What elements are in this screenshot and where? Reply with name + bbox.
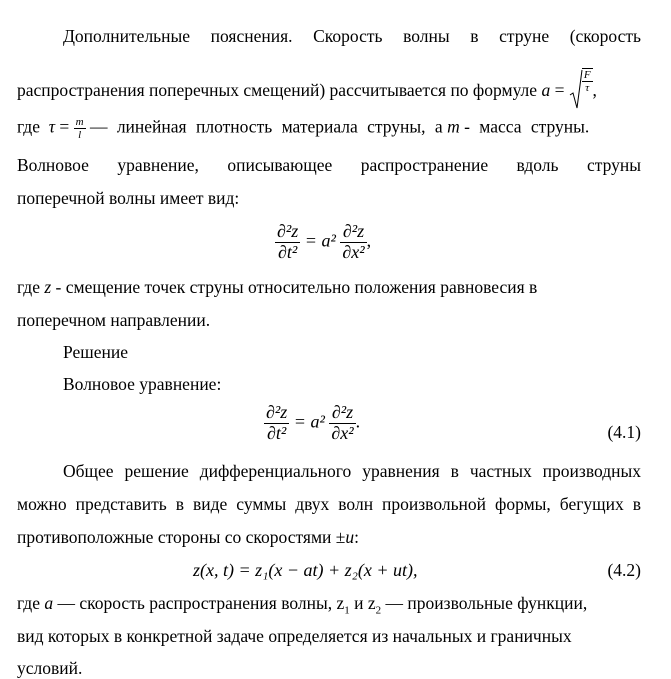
- fraction: [275, 222, 300, 263]
- paragraph-line: [17, 277, 537, 298]
- math-var: u: [345, 527, 355, 547]
- fraction-denominator: ∂x²: [342, 241, 365, 262]
- text: распространения поперечных смещений) рассчитывается по формуле: [17, 80, 538, 101]
- fraction: [264, 403, 289, 444]
- fraction-numerator: ∂²z: [329, 403, 355, 424]
- text: — произвольные функции,: [385, 593, 588, 613]
- text: где: [17, 277, 40, 297]
- subscript: 2: [375, 604, 382, 617]
- equation-4-2: [193, 560, 418, 581]
- paragraph-line: [17, 461, 641, 482]
- subscript: 1: [344, 604, 350, 617]
- paragraph-line: [17, 658, 82, 679]
- text: условий.: [17, 658, 83, 678]
- text: поперечном направлении.: [17, 310, 211, 330]
- fraction-denominator: ∂t²: [278, 241, 298, 262]
- math-var: m: [447, 116, 460, 137]
- text: z: [336, 593, 345, 613]
- math-op: =: [59, 116, 70, 137]
- math-expression: z(x, t) = z₁(x − at) + z₂(x + ut),: [193, 560, 418, 580]
- equation-4-1: [264, 403, 360, 444]
- solution-heading: [63, 342, 128, 363]
- text: вид которых в конкретной задаче определяется из начальных и граничных: [17, 626, 572, 646]
- text: Общее решение дифференциального уравнения в частных производных: [63, 461, 641, 481]
- text: — линейная плотность материала струны, а: [89, 116, 443, 137]
- fraction: [329, 403, 355, 444]
- math-var: z: [44, 277, 52, 297]
- fraction-numerator: ∂²z: [340, 222, 366, 243]
- text: где: [17, 593, 40, 613]
- text: противоположные стороны со скоростями ±: [17, 527, 346, 547]
- fraction: [340, 222, 366, 263]
- text: поперечной волны имеет вид:: [17, 188, 240, 208]
- text: .: [355, 411, 361, 432]
- text: ,: [366, 230, 372, 251]
- paragraph-line: [17, 310, 210, 331]
- math-var: τ: [48, 116, 55, 137]
- paragraph-line: [17, 116, 641, 141]
- paragraph-line: [17, 527, 359, 548]
- text: - масса струны.: [464, 116, 590, 137]
- paragraph-line: [17, 188, 239, 209]
- sqrt-expression: [569, 68, 593, 112]
- math-var: a: [541, 80, 551, 101]
- fraction-numerator: m: [75, 116, 84, 128]
- wave-equation-label: [63, 374, 221, 395]
- text: Решение: [63, 342, 129, 362]
- text: [336, 593, 350, 617]
- math-op: =: [554, 80, 565, 101]
- paragraph-line: [17, 494, 641, 515]
- fraction-denominator: ∂x²: [331, 422, 354, 443]
- text: Волновое уравнение, описывающее распространение вдоль струны: [17, 155, 641, 175]
- fraction-numerator: ∂²z: [277, 221, 299, 241]
- text: — скорость распространения волны,: [57, 593, 333, 613]
- text: (4.1): [607, 422, 641, 442]
- text: и z: [354, 593, 376, 613]
- radical-sign: [569, 68, 583, 112]
- fraction-numerator: ∂²z: [266, 402, 288, 422]
- fraction-numerator: F: [583, 68, 591, 81]
- fraction-denominator: ∂t²: [267, 422, 287, 443]
- fraction: [74, 116, 86, 141]
- paragraph-line: [17, 155, 641, 176]
- paragraph-line: [17, 26, 641, 47]
- text: [354, 593, 382, 617]
- text: Дополнительные пояснения. Скорость волны в струне (скорость: [63, 26, 641, 46]
- text: - смещение точек струны относительно положения равновесия в: [55, 277, 538, 297]
- math-op: = a²: [304, 230, 336, 251]
- sqrt-fraction: [582, 69, 593, 94]
- text: ,: [592, 80, 597, 101]
- equation-number: [607, 560, 641, 581]
- text: :: [354, 527, 359, 547]
- text: (4.2): [607, 560, 641, 580]
- text: можно представить в виде суммы двух волн произвольной формы, бегущих в: [17, 494, 641, 514]
- math-var: a: [44, 593, 54, 613]
- math-op: = a²: [293, 411, 325, 432]
- paragraph-line: [17, 70, 597, 114]
- fraction-denominator: τ: [585, 82, 590, 94]
- paragraph-line: [17, 593, 587, 617]
- fraction-denominator: l: [78, 129, 82, 142]
- equation-wave: [275, 222, 371, 263]
- paragraph-line: [17, 626, 572, 647]
- equation-number: [607, 422, 641, 443]
- text: где: [17, 116, 40, 137]
- text: Волновое уравнение:: [63, 374, 222, 394]
